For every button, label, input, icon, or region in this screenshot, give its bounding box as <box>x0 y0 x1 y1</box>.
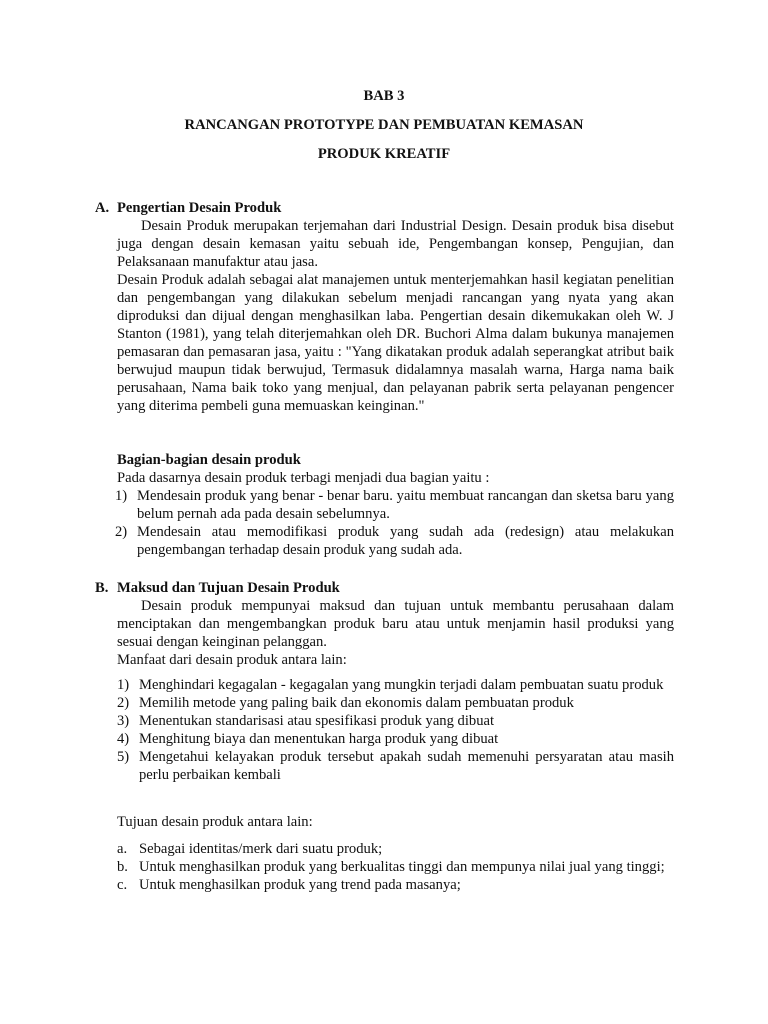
section-a-body <box>117 217 674 415</box>
list-item <box>117 858 674 876</box>
list-item-text: Memilih metode yang paling baik dan ekonomis dalam pembuatan produk <box>139 695 574 711</box>
list-item <box>117 730 674 748</box>
tujuan-intro: Tujuan desain produk antara lain: <box>117 814 313 830</box>
list-item <box>117 748 674 784</box>
list-item-text: Sebagai identitas/merk dari suatu produk; <box>139 841 383 857</box>
list-item <box>115 523 674 559</box>
manfaat-intro: Manfaat dari desain produk antara lain: <box>117 652 347 668</box>
list-marker: b. <box>117 859 128 875</box>
section-b-heading <box>95 579 340 597</box>
list-item <box>117 712 674 730</box>
section-a-letter: A. <box>95 200 110 216</box>
section-b-letter: B. <box>95 580 109 596</box>
list-item <box>115 487 674 523</box>
list-item-text: Untuk menghasilkan produk yang trend pada masanya; <box>139 877 461 893</box>
list-item-text: Menentukan standarisasi atau spesifikasi produk yang dibuat <box>139 713 495 729</box>
parts-list <box>117 487 674 559</box>
list-item <box>117 840 674 858</box>
chapter-title-line-2: PRODUK KREATIF <box>317 146 451 162</box>
list-item-text: Untuk menghasilkan produk yang berkualitas tinggi dan mempunya nilai jual yang tinggi; <box>139 859 665 875</box>
list-item-text: Mengetahui kelayakan produk tersebut apakah sudah memenuhi persyaratan atau masih perlu perbaikan kembali <box>139 749 674 783</box>
list-marker: c. <box>117 877 128 893</box>
section-a-parts <box>117 451 674 487</box>
list-marker: a. <box>117 841 128 857</box>
list-item-text: Menghindari kegagalan - kegagalan yang mungkin terjadi dalam pembuatan suatu produk <box>139 677 664 693</box>
section-a-title: Pengertian Desain Produk <box>117 200 282 216</box>
section-b-title: Maksud dan Tujuan Desain Produk <box>117 580 340 596</box>
list-item-text: Mendesain produk yang benar - benar baru. yaitu membuat rancangan dan sketsa baru yang belum pernah ada pada desain sebelumnya. <box>137 488 674 522</box>
list-marker: 5) <box>117 749 130 765</box>
list-marker: 1) <box>115 488 128 504</box>
section-a-heading <box>95 199 281 217</box>
list-marker: 1) <box>117 677 130 693</box>
list-marker: 2) <box>117 695 130 711</box>
tujuan-list <box>117 840 674 894</box>
tujuan-intro-block <box>117 813 674 831</box>
chapter-label: BAB 3 <box>363 88 405 104</box>
chapter-title-line-1: RANCANGAN PROTOTYPE DAN PEMBUATAN KEMASAN <box>184 117 584 133</box>
manfaat-list <box>117 676 674 784</box>
list-item-text: Menghitung biaya dan menentukan harga produk yang dibuat <box>139 731 499 747</box>
section-a-paragraph-2: Desain Produk adalah sebagai alat manajemen untuk menterjemahkan hasil kegiatan penelitian dan pengembangan yang dilakukan sebelum menjadi rancangan yang nyata yang akan diproduksi dan dijual dengan menghasilkan laba. Pengertian desain dikemukakan oleh W. J Stanton (1981), yang telah diterjemahkan oleh DR. Buchori Alma dalam bukunya manajemen pemasaran dan pemasaran jasa, yaitu : "Yang dikatakan produk adalah seperangkat atribut baik berwujud maupun tidak berwujud, Termasuk didalamnya masalah warna, Harga nama baik perusahaan, Nama baik toko yang menjual, dan pelayanan pabrik serta pelayanan pengencer yang diterima pembeli guna memuaskan keinginan." <box>117 272 674 414</box>
section-b-paragraph-1: Desain produk mempunyai maksud dan tujuan untuk membantu perusahaan dalam menciptakan dan mengembangkan produk baru atau untuk menjamin hasil produksi yang sesuai dengan keinginan pelanggan. <box>117 598 674 650</box>
section-b-body <box>117 597 674 669</box>
section-a-paragraph-1: Desain Produk merupakan terjemahan dari Industrial Design. Desain produk bisa disebut juga dengan desain kemasan yaitu sebuah ide, Pengembangan konsep, Pengujian, dan Pelaksanaan manufaktur atau jasa. <box>117 218 674 270</box>
list-marker: 3) <box>117 713 130 729</box>
list-marker: 2) <box>115 524 128 540</box>
list-item-text: Mendesain atau memodifikasi produk yang sudah ada (redesign) atau melakukan pengembangan terhadap desain produk yang sudah ada. <box>137 524 674 558</box>
parts-intro: Pada dasarnya desain produk terbagi menjadi dua bagian yaitu : <box>117 470 490 486</box>
list-item <box>117 694 674 712</box>
list-item <box>117 676 674 694</box>
list-item <box>117 876 674 894</box>
parts-subheading: Bagian-bagian desain produk <box>117 452 301 468</box>
list-marker: 4) <box>117 731 130 747</box>
